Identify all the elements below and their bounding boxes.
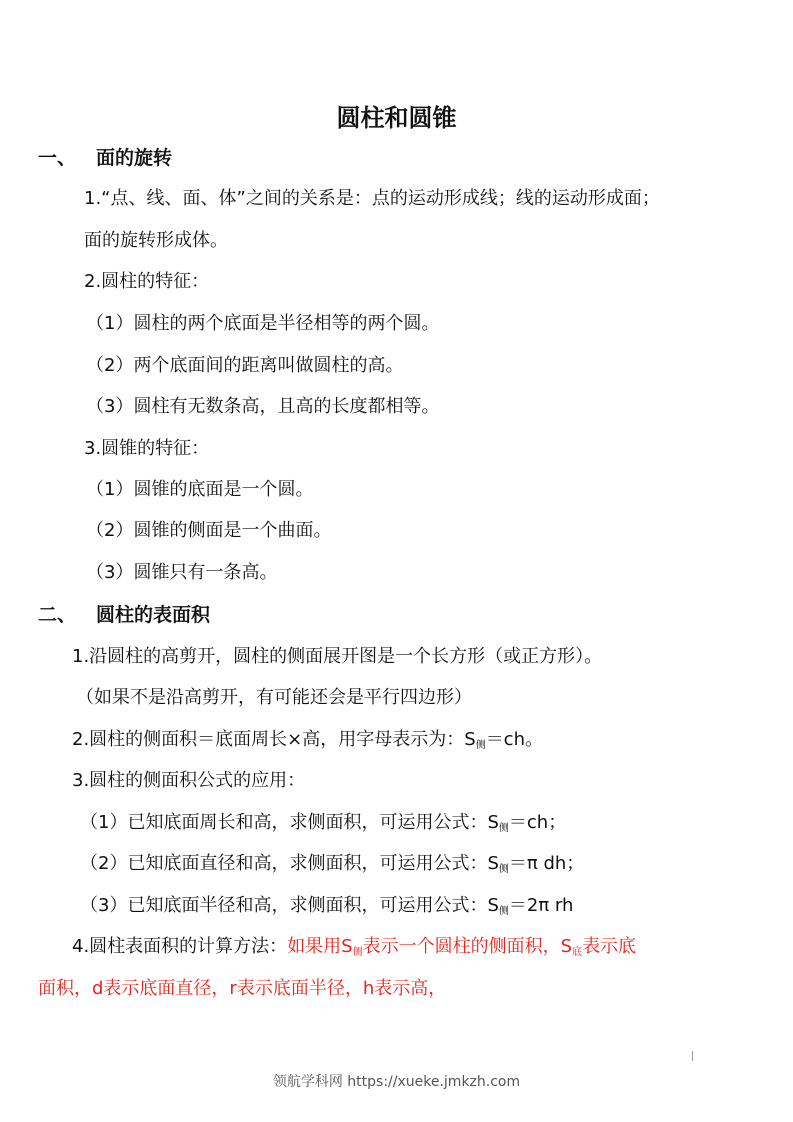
- formula-text: （3）已知底面半径和高，求侧面积，可运用公式：S: [80, 895, 499, 916]
- section-2-number: 二、: [38, 604, 77, 626]
- list-item: （3）圆锥只有一条高。: [86, 562, 278, 583]
- paragraph: 3.圆柱的侧面积公式的应用：: [72, 770, 306, 791]
- page-mark: [692, 1051, 693, 1061]
- list-item: （1）圆柱的两个底面是半径相等的两个圆。: [86, 313, 440, 334]
- highlight-text: 如果用S: [287, 936, 353, 957]
- formula-text: ＝π dh；: [508, 853, 585, 874]
- paragraph: 2.圆柱的特征：: [84, 271, 210, 292]
- list-item: （2）圆锥的侧面是一个曲面。: [86, 520, 332, 541]
- formula-line: [72, 728, 543, 758]
- formula-text: 2.圆柱的侧面积＝底面周长×高，用字母表示为：S: [72, 729, 476, 750]
- section-1-number: 一、: [38, 147, 77, 169]
- paragraph: 面的旋转形成体。: [84, 230, 228, 251]
- footer-watermark: 领航学科网 https://xueke.jmkzh.com: [272, 1074, 521, 1090]
- paragraph: 1.“点、线、面、体”之间的关系是：点的运动形成线；线的运动形成面；: [84, 188, 660, 209]
- list-item: （3）圆柱有无数条高，且高的长度都相等。: [86, 396, 440, 417]
- paragraph: 1.沿圆柱的高剪开，圆柱的侧面展开图是一个长方形（或正方形）。: [72, 646, 603, 667]
- section-1-heading: 面的旋转: [96, 147, 173, 169]
- paragraph: 3.圆锥的特征：: [84, 438, 210, 459]
- list-item: （2）两个底面间的距离叫做圆柱的高。: [86, 355, 404, 376]
- formula-text: （1）已知底面周长和高，求侧面积，可运用公式：S: [80, 812, 499, 833]
- subscript-side: 侧: [498, 906, 509, 917]
- formula-text: ＝ch。: [485, 729, 543, 750]
- subscript-side: 侧: [352, 947, 363, 958]
- formula-text: ＝2π rh: [508, 895, 574, 916]
- formula-line: [80, 894, 573, 924]
- formula-line: [80, 852, 584, 882]
- subscript-base: 底: [572, 947, 583, 958]
- formula-line: [80, 811, 566, 841]
- formula-text: 4.圆柱表面积的计算方法：: [72, 936, 288, 957]
- formula-text: ＝ch；: [508, 812, 567, 833]
- list-item: （1）圆锥的底面是一个圆。: [86, 479, 314, 500]
- section-2-heading: 圆柱的表面积: [96, 604, 211, 626]
- highlight-text: 表示一个圆柱的侧面积，S: [362, 936, 573, 957]
- highlight-text: 表示底: [582, 936, 637, 957]
- subscript-side: 侧: [498, 864, 509, 875]
- subscript-side: 侧: [498, 823, 509, 834]
- page-title: 圆柱和圆锥: [336, 104, 457, 132]
- highlight-text: 面积，d表示底面直径，r表示底面半径，h表示高，: [38, 978, 447, 999]
- paragraph: （如果不是沿高剪开，有可能还会是平行四边形）: [76, 687, 472, 708]
- formula-line: [72, 935, 636, 965]
- subscript-side: 侧: [475, 740, 486, 751]
- formula-text: （2）已知底面直径和高，求侧面积，可运用公式：S: [80, 853, 499, 874]
